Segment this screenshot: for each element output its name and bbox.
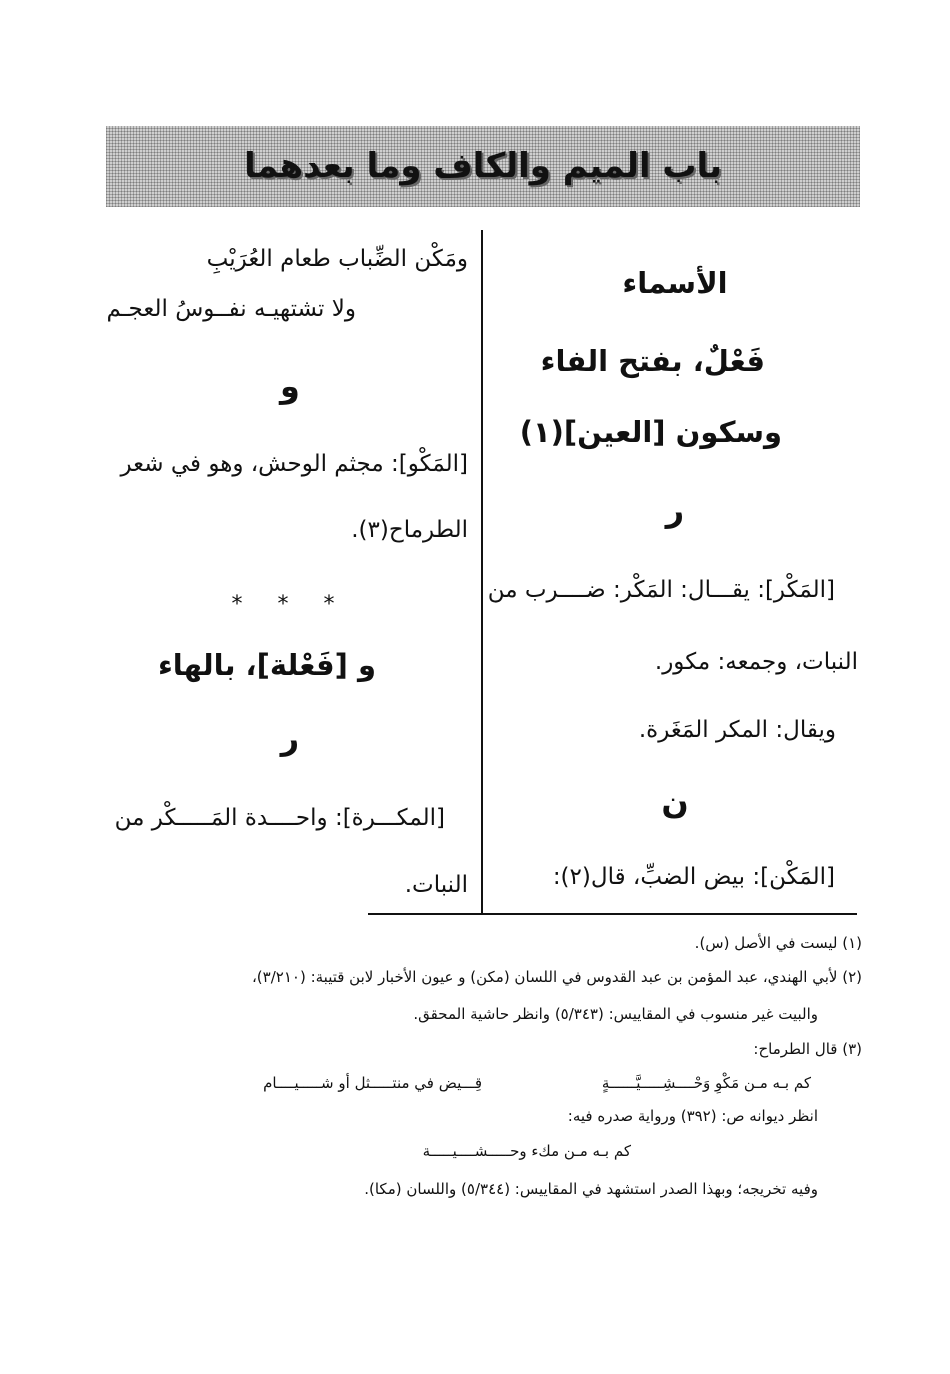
- footnote: والبيت غير منسوب في المقاييس: (٥/٣٤٣) وانظر حاشية المحقق.: [413, 1005, 818, 1023]
- verse-hemistich: كم بـه مـن مَكْوِ وَحْــــشِـــــيَّــــــةٍ: [601, 1074, 811, 1092]
- pattern-line: و [فَعْلة]، بالهاء: [157, 648, 376, 682]
- pattern-line: وسكون [العين](١): [519, 415, 782, 449]
- letter-heading: ن: [661, 783, 689, 821]
- verse-hemistich: قِـــيض في منتـــــثل أو شـــــيــــام: [263, 1074, 482, 1092]
- chapter-title: باب الميم والكاف وما بعدهما: [243, 146, 723, 186]
- letter-heading: ر: [665, 491, 685, 529]
- entry-text: [المَكْن]: بيض الضبِّ، قال(٢):: [552, 864, 835, 890]
- footnote: (١) ليست في الأصل (س).: [694, 934, 862, 952]
- poem-line: ومَكْن الضِّباب طعام العُرَيْبِ: [206, 246, 468, 272]
- entry-text: [المكـــرة]: واحــــدة المَـــــكْر من: [114, 805, 445, 831]
- column-divider: [481, 230, 483, 914]
- poem-line: ولا تشتهيـه نفــوسُ العجـم: [106, 296, 356, 322]
- entry-text: [المَكْو]: مجثم الوحش، وهو في شعر: [120, 451, 468, 477]
- letter-heading: ر: [280, 719, 300, 757]
- section-separator: * * *: [231, 592, 349, 617]
- entry-text: ويقال: المكر المَغَرة.: [638, 717, 836, 743]
- footnote: وفيه تخريجه؛ وبهذا الصدر استشهد في المقاييس: (٥/٣٤٤) واللسان (مكا).: [364, 1180, 818, 1198]
- entry-text: النبات، وجمعه: مكور.: [654, 649, 858, 675]
- entry-text: النبات.: [404, 872, 468, 898]
- footnote-divider: [368, 913, 857, 915]
- pattern-line: فَعْلٌ، بفتح الفاء: [540, 344, 765, 378]
- letter-heading: و: [280, 367, 300, 405]
- entry-text: الطرماح(٣).: [351, 517, 468, 543]
- entry-text: [المَكْر]: يقـــال: المَكْر: ضــــرب من: [487, 577, 835, 603]
- footnote: انظر ديوانه ص: (٣٩٢) ورواية صدره فيه:: [567, 1107, 818, 1125]
- footnote: (٣) قال الطرماح:: [753, 1040, 862, 1058]
- verse-hemistich: كم بـه مـن مكء وحـــــشــــيـــــة: [422, 1142, 631, 1160]
- footnote: (٢) لأبي الهندي، عبد المؤمن بن عبد القدوس في اللسان (مكن) و عيون الأخبار لابن قتيبة: (٣/٢١٠)،: [251, 968, 862, 986]
- section-heading: الأسماء: [622, 266, 728, 300]
